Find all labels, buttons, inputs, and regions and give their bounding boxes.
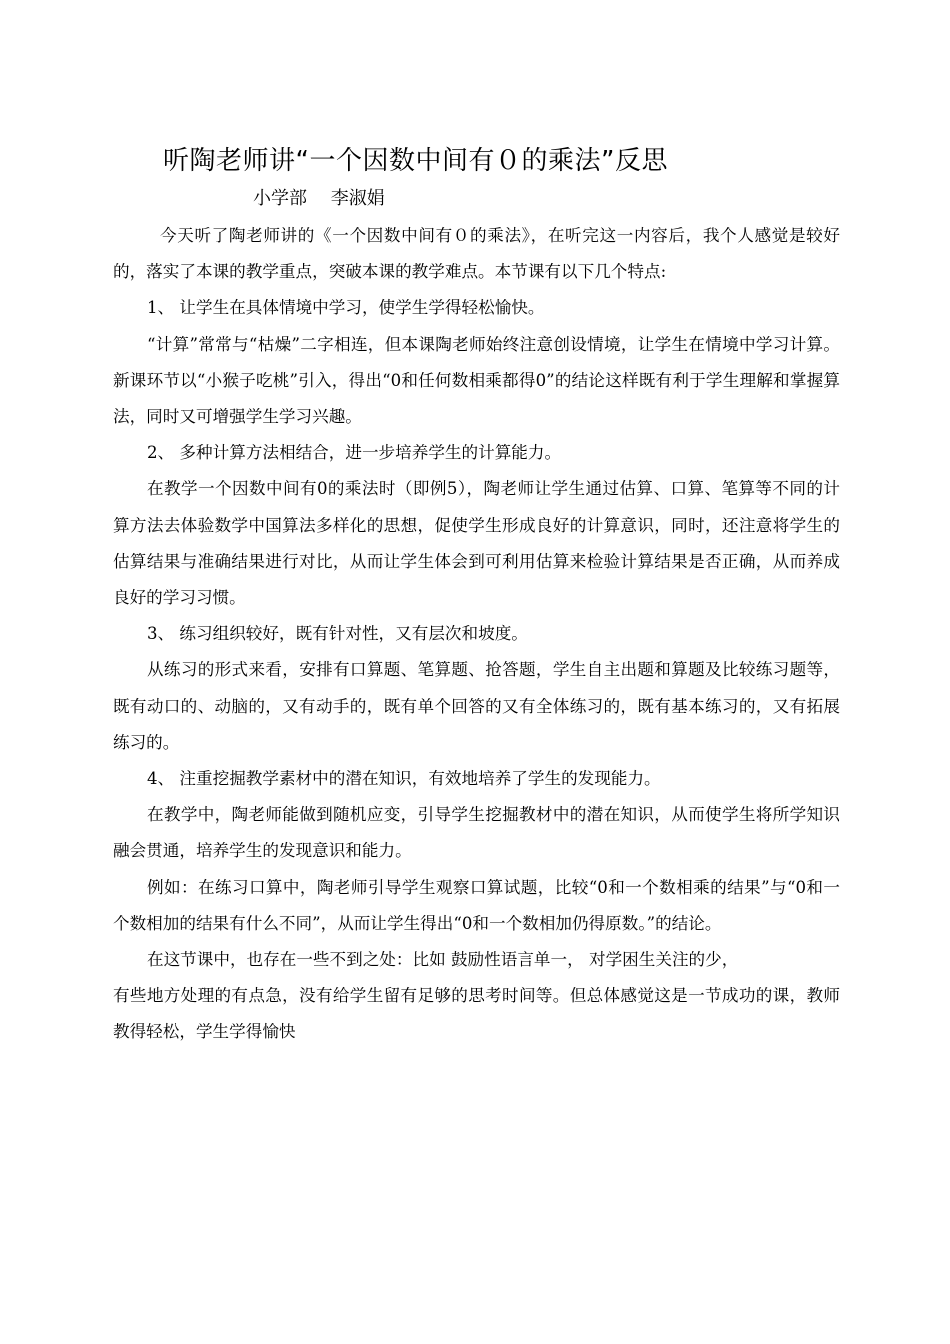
body-paragraph: “计算”常常与“枯燥”二字相连，但本课陶老师始终注意创设情境，让学生在情境中学习计算。新课环节以“小猴子吃桃”引入，得出“0和任何数相乘都得0”的结论这样既有利于学生理解和掌握算法，同时又可增强学生学习兴趣。 <box>113 334 840 427</box>
author-department: 小学部 <box>253 188 307 209</box>
point-heading-4: 4、 注重挖掘教学素材中的潜在知识，有效地培养了学生的发现能力。 <box>147 769 661 789</box>
point-heading-3: 3、 练习组织较好，既有针对性，又有层次和坡度。 <box>147 624 528 644</box>
point-heading-1: 1、 让学生在具体情境中学习，使学生学得轻松愉快。 <box>147 298 545 318</box>
reflection-paragraph: 在这节课中，也存在一些不到之处：比如 鼓励性语言单一， 对学困生关注的少， <box>147 950 739 970</box>
point-heading-2: 2、 多种计算方法相结合，进一步培养学生的计算能力。 <box>147 443 562 463</box>
conclusion-paragraph: 有些地方处理的有点急，没有给学生留有足够的思考时间等。但总体感觉这是一节成功的课，教师教得轻松，学生学得愉快 <box>113 986 840 1042</box>
intro-paragraph: 今天听了陶老师讲的《一个因数中间有０的乘法》，在听完这一内容后，我个人感觉是较好的，落实了本课的教学重点，突破本课的教学难点。本节课有以下几个特点: <box>113 226 840 282</box>
author-line <box>253 185 385 213</box>
document-title: 听陶老师讲“一个因数中间有０的乘法”反思 <box>163 146 668 176</box>
example-paragraph: 例如：在练习口算中，陶老师引导学生观察口算试题，比较“0和一个数相乘的结果”与“0和一个数相加的结果有什么不同”，从而让学生得出“0和一个数相加仍得原数。”的结论。 <box>113 877 840 933</box>
body-paragraph: 在教学中，陶老师能做到随机应变，引导学生挖掘教材中的潜在知识，从而使学生将所学知识融会贯通，培养学生的发现意识和能力。 <box>113 805 840 861</box>
body-paragraph: 从练习的形式来看，安排有口算题、笔算题、抢答题，学生自主出题和算题及比较练习题等，既有动口的、动脑的，又有动手的，既有单个回答的又有全体练习的，既有基本练习的，又有拓展练习的。 <box>113 660 840 752</box>
author-name: 李淑娟 <box>330 188 385 209</box>
document-body <box>113 218 840 1051</box>
body-paragraph: 在教学一个因数中间有0的乘法时（即例5），陶老师让学生通过估算、口算、笔算等不同的计算方法去体验数学中国算法多样化的思想，促使学生形成良好的计算意识，同时，还注意将学生的估算结果与准确结果进行对比，从而让学生体会到可利用估算来检验计算结果是否正确，从而养成良好的学习习惯。 <box>113 479 840 608</box>
